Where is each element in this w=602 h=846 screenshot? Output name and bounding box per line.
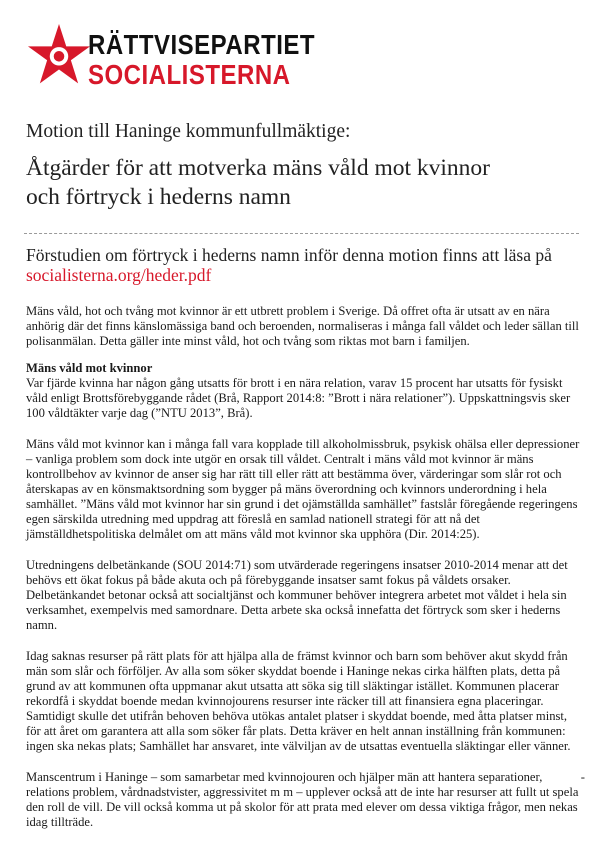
brand-name-line1: RÄTTVISEPARTIET: [88, 30, 316, 62]
brand-name-line2: SOCIALISTERNA: [88, 60, 291, 92]
study-note-text: Förstudien om förtryck i hederns namn inför denna motion finns att läsa på: [26, 245, 552, 265]
study-link[interactable]: socialisterna.org/heder.pdf: [26, 265, 212, 285]
body-paragraph: Var fjärde kvinna har någon gång utsatts för brott i en nära relation, varav 15 procent har utsatts för fysiskt våld enligt Brottsförebyggande rådet (Brå, Rapport 2014:8: ”Brott i nära relationer”). Uppskattningsvis sker 100 våldtäkter varje dag (”NTU 2013”, Brå).: [26, 376, 571, 420]
trailing-dash: -: [580, 770, 585, 784]
title-line-2: och förtryck i hederns namn: [26, 184, 291, 210]
study-note: [26, 245, 581, 285]
document-body: [26, 304, 585, 846]
body-paragraph-last: [26, 770, 585, 830]
body-paragraph: Mäns våld mot kvinnor kan i många fall vara kopplade till alkoholmissbruk, psykisk ohälsa eller depressioner – vanliga problem som dock inte utgör en orsak till våldet. Centralt i mäns våld mot kvinnor är mäns kontrollbehov av kvinnor de anser sig har rätt till eller rätt att bestämma över, värderingar som slår rot och återskapas av en könsmaktsordning som bygger på mäns överordning och kvinnors underordning i hela samhället. ”Mäns våld mot kvinnor har sin grund i det ojämställda samhället” fastslår föregående regeringens egen särskilda utredning med uppdrag att föreslå en samlad nationell strategi för att nå det jämställdhetspolitiska delmålet om att mäns våld mot kvinnor ska upphöra (Dir. 2014:25).: [26, 437, 580, 541]
red-star-icon: [26, 22, 92, 88]
body-paragraph: Idag saknas resurser på rätt plats för att hjälpa alla de främst kvinnor och barn som behöver akut skydd från män som slår och förföljer. Av alla som söker skyddat boende i Haninge nekas cirka hälften plats, detta på grund av att kommunen ofta uppmanar akut utsatta att söka sig till släktingar istället. Kommunen placerar rekordfå i skyddat boende medan kvinnojourens resurser inte räcker till att finansiera egna placeringar. Samtidigt skulle det utifrån behoven behöva utökas antalet platser i skyddat boende, med åtta platser minst, för att året om garantera att alla som söker får plats. Detta kräver en helt annan inställning från kommunen: ingen ska nekas plats; Samhället har ansvaret, inte välviljan av de utsattas eventuella släktingar eller vänner.: [26, 649, 571, 753]
dashed-divider: [24, 233, 579, 234]
body-paragraph-text: Manscentrum i Haninge – som samarbetar med kvinnojouren och hjälper män att hantera separationer, relations problem, vårdnadstvister, aggressivitet m m – upplever också att de inte har resurser att fullt ut spela den roll de vill. De vill också komma ut på skolor för att prata med elever om dessa viktiga frågor, men nekas idag tillträde.: [26, 770, 579, 829]
section-heading: Mäns våld mot kvinnor: [26, 361, 153, 375]
party-logo: [26, 22, 316, 102]
motion-label: Motion till Haninge kommunfullmäktige:: [26, 121, 351, 142]
title-line-1: Åtgärder för att motverka mäns våld mot kvinnor: [26, 155, 490, 181]
document-title: [26, 154, 581, 212]
body-paragraph: Utredningens delbetänkande (SOU 2014:71) som utvärderade regeringens insatser 2010-2014 menar att det behövs ett ökat fokus på både akuta och på förebyggande insatser samt fokus på våldets orsaker. Delbetänkandet betonar också att socialtjänst och kommuner behöver integrera arbetet mot våldet i hela sin verksamhet, exempelvis med samordnare. Detta arbete ska också innefatta det förtryck som sker i hederns namn.: [26, 558, 568, 632]
intro-paragraph: Mäns våld, hot och tvång mot kvinnor är ett utbrett problem i Sverige. Då offret ofta är utsatt av en nära anhörig där det finns känslomässiga band och beroenden, normaliseras i många fall våldet och leder sällan till polisanmälan. Detta gäller inte minst våld, hot och tvång som riktas mot barn i familjen.: [26, 304, 579, 348]
